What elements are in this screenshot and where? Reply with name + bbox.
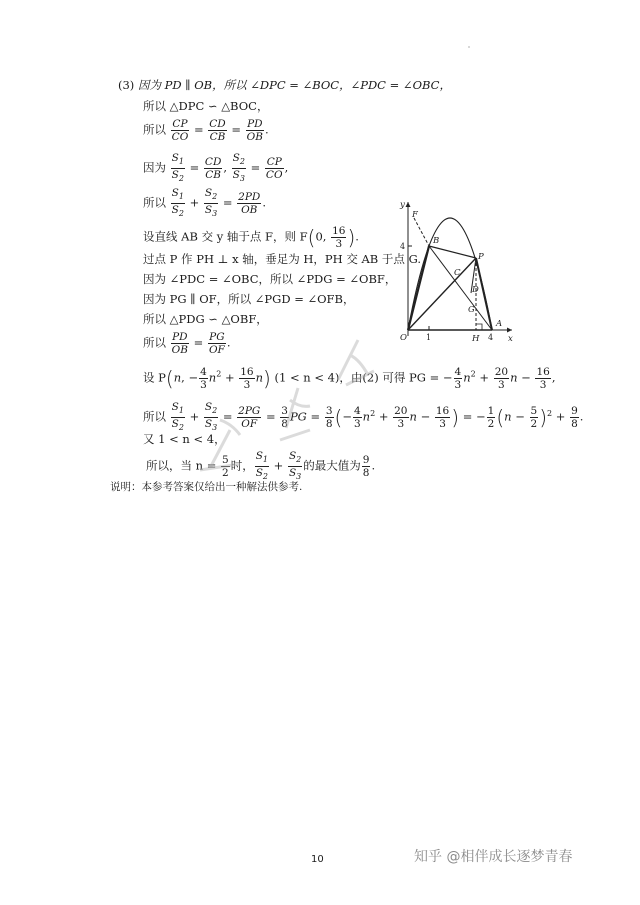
solution-line-7: 过点 P 作 PH ⊥ x 轴，垂足为 H，PH 交 AB 于点 G. <box>143 252 421 266</box>
label-y: y <box>400 200 405 210</box>
solution-line-12: 设 P(n, − $\frac{4}{3}$ $n^2$ + $\frac{16}{3}$ n) (1 < n < 4)，由(2) 可得 PG = − $\frac{4}{3}$ $n^2$ + $\frac{20}{3}$ n − $\frac{16}{3}$ , <box>143 366 556 391</box>
tick-4-x: 4 <box>488 333 494 342</box>
tick-1: 1 <box>426 333 432 342</box>
solution-line-9: 因为 PG ∥ OF，所以 ∠PGD = ∠OFB， <box>143 292 355 306</box>
solution-line-2: 所以 △DPC ∽ △BOC， <box>143 99 269 113</box>
solution-line-5: 所以 $\frac{S_1}{S_2}$ + $\frac{S_2}{S_3}$ = $\frac{2PD}{OB}$ . <box>143 187 266 219</box>
label-C: C <box>454 268 461 278</box>
page-number: 10 <box>311 854 324 865</box>
label-P: P <box>478 252 484 262</box>
label-A: A <box>496 319 503 329</box>
part-number: (3) <box>118 78 135 92</box>
source-watermark: 知乎 @相伴成长逐梦青春 <box>414 849 573 865</box>
solution-line-8: 因为 ∠PDC = ∠OBC，所以 ∠PDG = ∠OBF， <box>143 272 397 286</box>
segment-OP <box>408 258 476 330</box>
solution-line-10: 所以 △PDG ∽ △OBF， <box>143 312 268 326</box>
solution-line-15: 所以，当 n = $\frac{5}{2}$ 时， $\frac{S_1}{S_2}$ + $\frac{S_2}{S_3}$ 的最大值为 $\frac{9}{8}$ . <box>146 450 376 482</box>
label-G: G <box>468 305 475 315</box>
solution-line-6: 设直线 AB 交 y 轴于点 F，则 F(0, $\frac{16}{3}$ ). <box>143 225 359 250</box>
speck <box>468 46 470 48</box>
solution-line-1 <box>118 78 451 92</box>
solution-line-11: 所以 $\frac{PD}{OB}$ = $\frac{PG}{OF}$ . <box>143 331 231 356</box>
label-O: O <box>400 333 407 343</box>
label-B: B <box>433 236 440 246</box>
solution-note: 说明：本参考答案仅给出一种解法供参考. <box>110 481 303 493</box>
line-text: 因为 PD ∥ OB，所以 ∠DPC = ∠BOC，∠PDC = ∠OBC， <box>137 78 451 92</box>
stamp-watermark <box>160 330 420 520</box>
tick-4-y: 4 <box>400 242 406 251</box>
label-D: D <box>472 285 479 295</box>
solution-line-4: 因为 $\frac{S_1}{S_2}$ = $\frac{CD}{CB}$ , $\frac{S_2}{S_3}$ = $\frac{CP}{CO}$ , <box>143 152 289 184</box>
solution-line-13: 所以 $\frac{S_1}{S_2}$ + $\frac{S_2}{S_3}$ = $\frac{2PG}{OF}$ = $\frac{3}{8}$ PG = $\frac{3}{8}$ (− $\frac{4}{3}$ $n^2$ + $\frac{20}{3}$ n − $\frac{16}{3}$ ) = − $\frac{1}{2}$ (n − $\frac{5}{2}$ )$^2$ + $\frac{9}{8}$ . <box>143 401 584 433</box>
label-H: H <box>472 334 480 344</box>
solution-line-3: 所以 $\frac{CP}{CO}$ = $\frac{CD}{CB}$ = $\frac{PD}{OB}$ . <box>143 118 269 143</box>
label-x: x <box>508 334 513 344</box>
geometry-figure <box>388 196 518 346</box>
segment-FB <box>414 218 429 246</box>
solution-line-14: 又 1 < n < 4， <box>143 432 226 446</box>
label-F: F <box>412 210 418 220</box>
segment-OB <box>408 246 429 330</box>
